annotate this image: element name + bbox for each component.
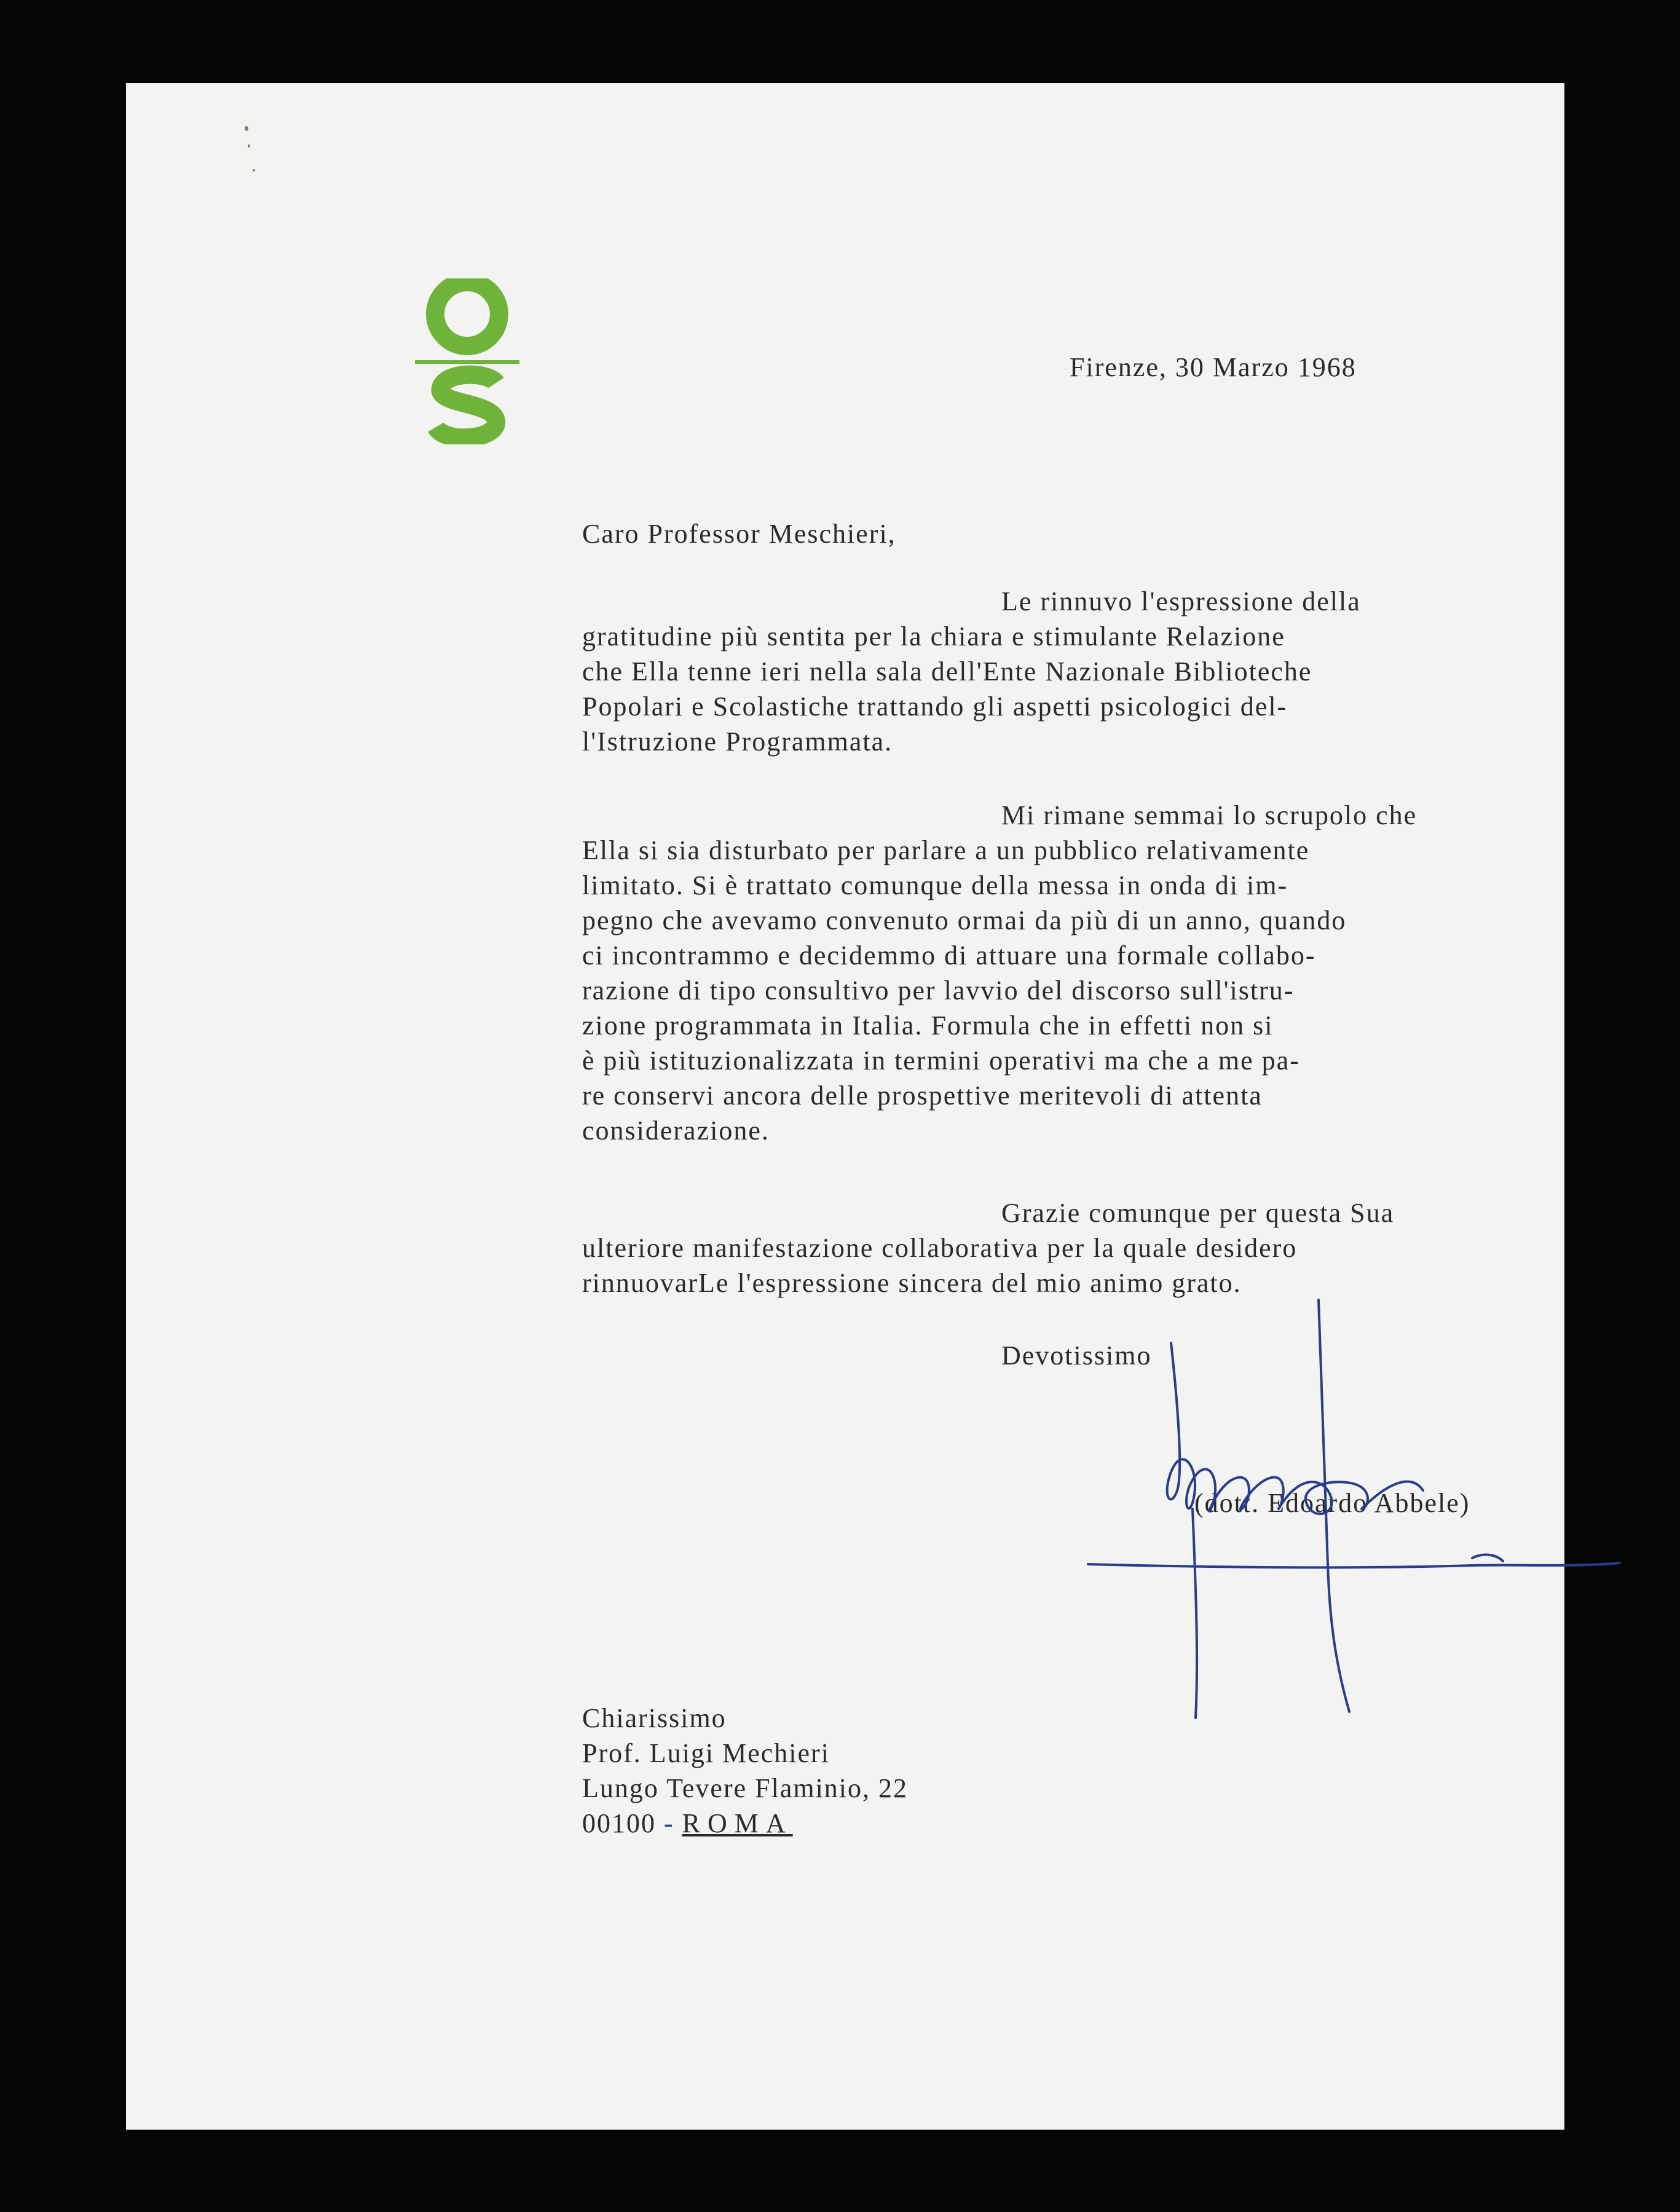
paragraph-line: l'Istruzione Programmata.	[582, 726, 893, 757]
paragraph-line: Grazie comunque per questa Sua	[1001, 1198, 1395, 1228]
paragraph-line: Mi rimane semmai lo scrupolo che	[1001, 800, 1418, 830]
paragraph-1	[582, 584, 1553, 759]
paragraph-line: considerazione.	[582, 1116, 770, 1146]
address-city-line	[582, 1806, 908, 1841]
closing: Devotissimo	[1001, 1340, 1152, 1371]
signer-name: (dott. Edoardo Abbele)	[1194, 1488, 1470, 1518]
paragraph-line: è più istituzionalizzata in termini operativi ma che a me pa-	[582, 1045, 1300, 1076]
paper-speck	[253, 169, 255, 171]
paragraph-line: razione di tipo consultivo per lavvio del discorso sull'istru-	[582, 975, 1295, 1006]
paragraph-line: ci incontrammo e decidemmo di attuare una formale collabo-	[582, 940, 1316, 970]
paragraph-line: limitato. Si è trattato comunque della messa in onda di im-	[582, 870, 1288, 900]
paragraph-line: pegno che avevamo convenuto ormai da più di un anno, quando	[582, 905, 1347, 935]
paragraph-line: zione programmata in Italia. Formula che in effetti non si	[582, 1010, 1274, 1041]
paragraph-line: Ella si sia disturbato per parlare a un pubblico relativamente	[582, 835, 1310, 865]
paragraph-3	[582, 1195, 1553, 1301]
separator-mark: -	[664, 1808, 674, 1838]
paragraph-line: Popolari e Scolastiche trattando gli aspetti psicologici del-	[582, 691, 1288, 722]
paragraph-line: re conservi ancora delle prospettive meritevoli di attenta	[582, 1080, 1263, 1111]
paper-speck	[248, 144, 250, 148]
address-line: Chiarissimo	[582, 1703, 727, 1733]
letter-sheet	[126, 83, 1564, 2130]
address-line: Prof. Luigi Mechieri	[582, 1738, 830, 1768]
city: ROMA	[682, 1808, 793, 1838]
address-line: Lungo Tevere Flaminio, 22	[582, 1773, 909, 1803]
os-logo	[415, 278, 519, 444]
salutation: Caro Professor Meschieri,	[582, 519, 896, 549]
paragraph-line: rinnuovarLe l'espressione sincera del mio animo grato.	[582, 1268, 1242, 1298]
paragraph-2	[582, 798, 1553, 1148]
paragraph-line: ulteriore manifestazione collaborativa per la quale desidero	[582, 1233, 1298, 1263]
paragraph-line: che Ella tenne ieri nella sala dell'Ente Nazionale Biblioteche	[582, 656, 1312, 687]
paragraph-line: Le rinnuvo l'espressione della	[1001, 586, 1361, 616]
recipient-address	[582, 1701, 908, 1841]
paper-speck	[245, 126, 248, 131]
date-line: Firenze, 30 Marzo 1968	[1070, 352, 1357, 382]
paragraph-line: gratitudine più sentita per la chiara e stimulante Relazione	[582, 621, 1285, 651]
postcode: 00100	[582, 1808, 656, 1838]
